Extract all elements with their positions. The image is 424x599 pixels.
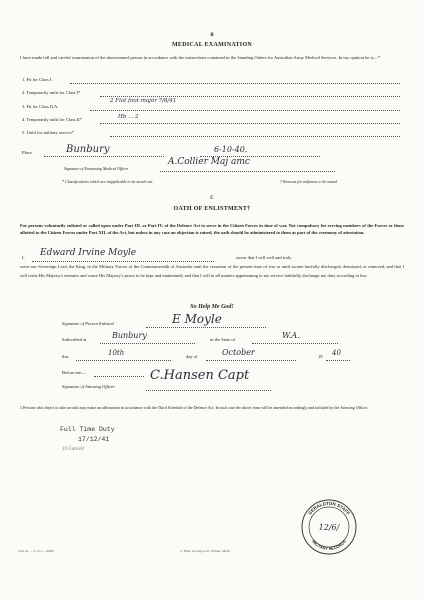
examiner-signature: A.Collier Maj amc [168,157,250,167]
section-letter-c: C [210,196,214,201]
records-stamp [300,498,358,556]
pencil-note: 19 Cancell [62,447,84,452]
before-me-label: Before me— [62,370,86,375]
year-line [326,360,350,361]
oath-body-lead: swear that I will well and truly [236,255,292,260]
date-value: 6-10-40. [214,145,248,154]
month-value: October [222,348,255,357]
svg-text:MILITARY RECORDS [311,538,347,551]
medical-title: MEDICAL EXAMINATION [171,42,253,48]
records-stamp-graphic [300,498,358,556]
officer-signature: C.Hansen Capt [150,368,250,383]
examiner-line [160,171,335,172]
state-label: in the State of [210,337,236,342]
subscribed-line [100,343,195,344]
person-signature-line [146,327,266,328]
footnote-unfitness: † Reasons for unfitness to be stated. [280,179,338,184]
subscribed-label: Subscribed at [62,337,87,342]
medical-intro: I have made full and careful examination of the abovenamed person in accordance with the instructions contained in the Standing Orders for Australian Army Medical Services. In my opinion he is—* [20,55,381,60]
medical-item-2-line [100,96,400,97]
oath-i-prefix: I, [22,255,25,260]
year-value: 40 [332,349,341,357]
medical-item-2: 2. Temporarily unfit for Class I* [22,90,81,95]
state-value: W.A. [282,331,300,340]
full-time-duty-date: 17/12/41 [78,436,110,443]
place-label: Place [22,150,32,155]
stamp-sub-text: MILITARY RECORDS [311,538,347,552]
person-signature: E Moyle [172,312,222,326]
place-value: Bunbury [66,144,110,155]
oath-title [0,206,424,212]
section-letter-b: B [210,33,214,38]
medical-item-3-line [90,110,400,111]
medical-item-4-line [100,123,400,124]
oath-title-text: OATH OF ENLISTMENT [173,206,248,212]
medical-item-3: 3. Fit for Class II.A. [22,104,59,109]
day-of-label: day of [186,354,198,359]
so-help-me-god: So Help Me God! [190,304,234,310]
oath-name-value: Edward Irvine Moyle [40,248,137,258]
footnote-classification: * Classifications which are inapplicable to be struck out. [62,179,154,184]
stamp-arc-text: GERALDTON STAFF [307,500,351,516]
oath-body: serve our Sovereign Lord, the King, in the Military Forces of the Commonwealth of Australia until the cessation of the present time of war or until sooner lawfully discharged, dismissed, or removed, and that I will resist His Majesty's enemies and cause His Majesty's peace to be kept and maintained, and that I will in all matters appertaining to my service faithfully discharge my duty according to law. [20,264,404,278]
officer-signature-label: Signature of Attesting Officer [62,384,115,389]
medical-item-5: 5. Unfit for military service* [22,130,74,135]
day-line [76,360,171,361]
medical-item-5-line [110,136,400,137]
person-signature-label: Signature of Person Enlisted [62,321,114,326]
before-me-line [94,376,144,377]
medical-item-1-line [70,83,400,84]
oath-intro: For persons voluntarily enlisted or called upon under Part III. or Part IV. of the Defence Act to serve in the Citizen Forces in time of war. Not compulsory for serving members of the Forces or those allotted to the Citizen Forces under Part XII. of the Act, but unless in any case an objection is raised, the oath should be administered to them as part of the ceremony of attestation. [20,223,404,235]
this-label: this [62,354,69,359]
state-line [252,343,338,344]
medical-item-3-value: 2 Flat foot major 7/8/41 [110,98,177,104]
oath-footnote: ‡ Persons who object to take an oath may make an affirmation in accordance with the Third Schedule of the Defence Act. In such case the above form will be amended accordingly and initialed by the Attesting Officer. [20,405,368,410]
medical-item-4: 4. Temporarily unfit for Class II* [22,117,82,122]
place-line [44,156,164,157]
month-line [206,360,296,361]
examiner-label: Signature of Examining Medical Officer [64,166,129,171]
day-value: 10th [108,349,125,357]
medical-item-4-value: Hb ... 2 [118,114,139,120]
year-prefix: 19 [318,354,323,359]
officer-signature-line [146,390,271,391]
subscribed-value: Bunbury [112,331,147,340]
medical-item-1: 1. Fit for Class I. [22,77,53,82]
full-time-duty-line: Full Time Duty [60,426,115,433]
footer-printer: T. Eller, Acting Govt. Printer, Melb. [180,549,231,553]
stamp-date: 12/6/ [318,523,340,532]
oath-name-line [32,261,214,262]
footer-print-code: 10.2.41 — C./Co.—4000. [18,549,55,553]
oath-title-mark: † [247,206,251,212]
